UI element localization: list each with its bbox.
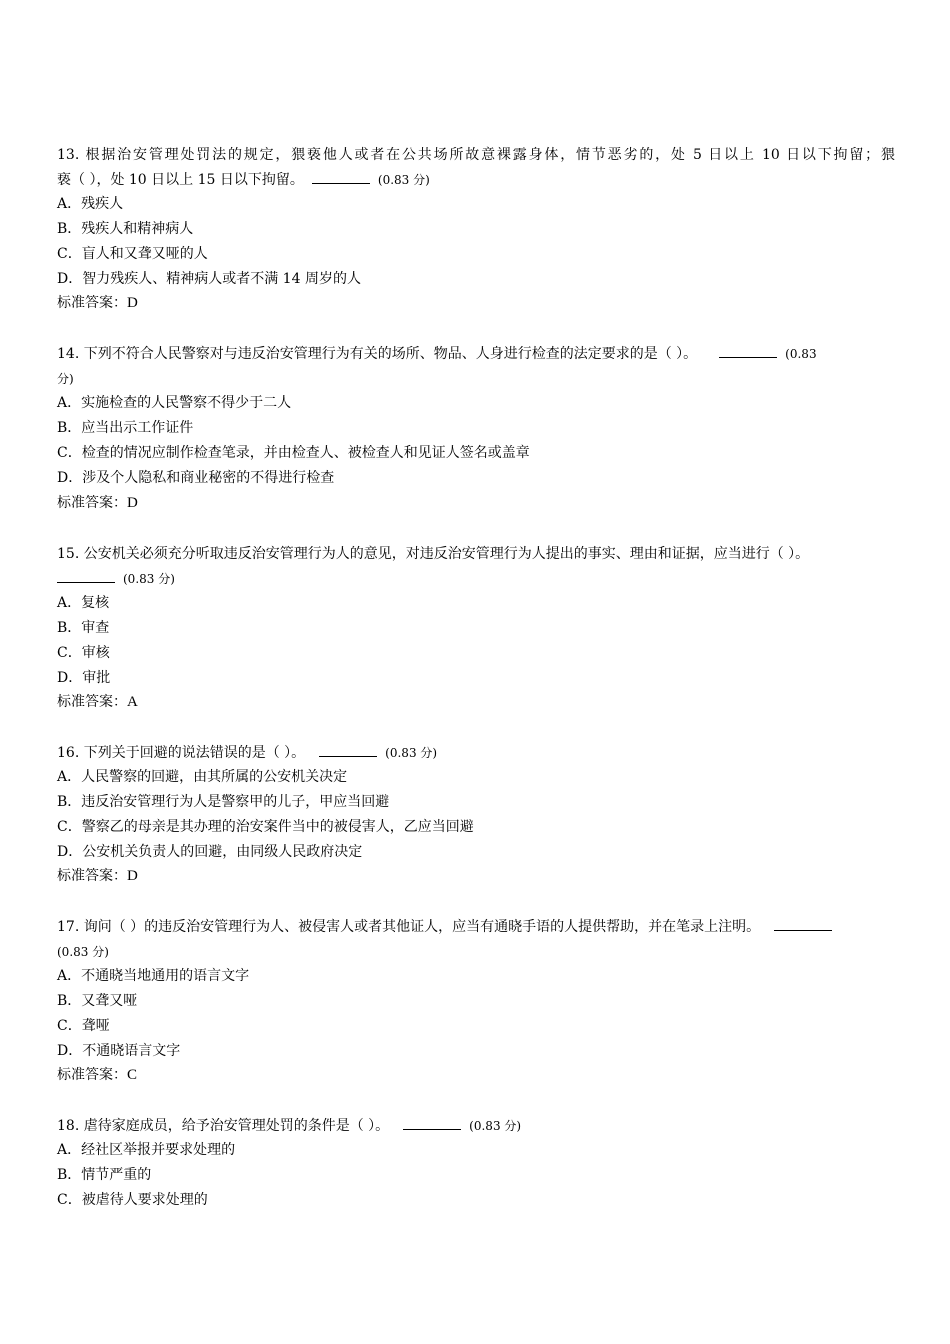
question-text-main: 16. 下列关于回避的说法错误的是（ ）。: [57, 745, 306, 761]
answer-blank: [319, 744, 377, 757]
option-d: D．涉及个人隐私和商业秘密的不得进行检查: [57, 470, 335, 486]
option-b: B．残疾人和精神病人: [57, 221, 194, 237]
standard-answer: [57, 867, 138, 885]
score-label: (0.83 分): [385, 746, 438, 760]
option-a: A．残疾人: [57, 196, 124, 212]
answer-value: D: [127, 495, 138, 511]
question-text-continued: [57, 570, 175, 588]
answer-value: C: [127, 1067, 138, 1083]
option-d: D．公安机关负责人的回避，由同级人民政府决定: [57, 844, 363, 860]
option-c: C．聋哑: [57, 1018, 110, 1034]
question-text: 13. 根据治安管理处罚法的规定，猥亵他人或者在公共场所故意裸露身体，情节恶劣的，处 5 日以上 10 日以下拘留；猥: [57, 147, 895, 163]
answer-blank: [57, 570, 115, 583]
option-a: A．人民警察的回避，由其所属的公安机关决定: [57, 769, 348, 785]
answer-value: D: [127, 295, 138, 311]
score-label: (0.83 分): [57, 945, 109, 959]
option-c: C．盲人和又聋又哑的人: [57, 246, 208, 262]
answer-blank: [312, 171, 370, 184]
question-text: [57, 744, 437, 762]
option-c: C．警察乙的母亲是其办理的治安案件当中的被侵害人，乙应当回避: [57, 819, 474, 835]
question-text: [57, 345, 817, 363]
answer-label: 标准答案：: [57, 495, 127, 511]
option-c: C．被虐待人要求处理的: [57, 1192, 208, 1208]
question-text: 15. 公安机关必须充分听取违反治安管理行为人的意见，对违反治安管理行为人提出的事实、理由和证据，应当进行（ ）。: [57, 546, 810, 562]
answer-label: 标准答案：: [57, 868, 127, 884]
question-text: [57, 918, 840, 936]
option-b: B．情节严重的: [57, 1167, 152, 1183]
answer-label: 标准答案：: [57, 694, 127, 710]
option-a: A．经社区举报并要求处理的: [57, 1142, 236, 1158]
answer-value: D: [127, 868, 138, 884]
option-c: C．检查的情况应制作检查笔录，并由检查人、被检查人和见证人签名或盖章: [57, 445, 530, 461]
answer-label: 标准答案：: [57, 1067, 127, 1083]
question-text-continued: [57, 171, 430, 189]
option-c: C．审核: [57, 645, 110, 661]
option-b: B．应当出示工作证件: [57, 420, 194, 436]
option-a: A．不通晓当地通用的语言文字: [57, 968, 250, 984]
option-b: B．又聋又哑: [57, 993, 138, 1009]
answer-value: A: [127, 694, 138, 710]
standard-answer: [57, 1066, 137, 1084]
answer-blank: [719, 345, 777, 358]
option-b: B．审查: [57, 620, 110, 636]
option-d: D．智力残疾人、精神病人或者不满 14 周岁的人: [57, 271, 361, 287]
option-b: B．违反治安管理行为人是警察甲的儿子，甲应当回避: [57, 794, 390, 810]
answer-blank: [774, 918, 832, 931]
score-label-continued: 分): [57, 372, 74, 386]
score-label: (0.83 分): [377, 173, 430, 187]
question-text-end: 亵（ ），处 10 日以上 15 日以下拘留。: [57, 172, 304, 188]
standard-answer: [57, 494, 138, 512]
question-text-main: 17. 询问（ ）的违反治安管理行为人、被侵害人或者其他证人，应当有通晓手语的人提供帮助，并在笔录上注明。: [57, 919, 761, 935]
standard-answer: [57, 693, 138, 711]
option-d: D．不通晓语言文字: [57, 1043, 181, 1059]
option-a: A．复核: [57, 595, 110, 611]
answer-label: 标准答案：: [57, 295, 127, 311]
score-label: (0.83 分): [469, 1119, 522, 1133]
option-a: A．实施检查的人民警察不得少于二人: [57, 395, 292, 411]
question-text: [57, 1117, 521, 1135]
option-d: D．审批: [57, 670, 111, 686]
score-label: (0.83 分): [123, 572, 175, 586]
standard-answer: [57, 294, 138, 312]
answer-blank: [403, 1117, 461, 1130]
score-label: (0.83: [785, 347, 817, 361]
question-text-main: 18. 虐待家庭成员，给予治安管理处罚的条件是（ ）。: [57, 1118, 390, 1134]
question-text-main: 14. 下列不符合人民警察对与违反治安管理行为有关的场所、物品、人身进行检查的法定要求的是（ ）。: [57, 346, 698, 362]
